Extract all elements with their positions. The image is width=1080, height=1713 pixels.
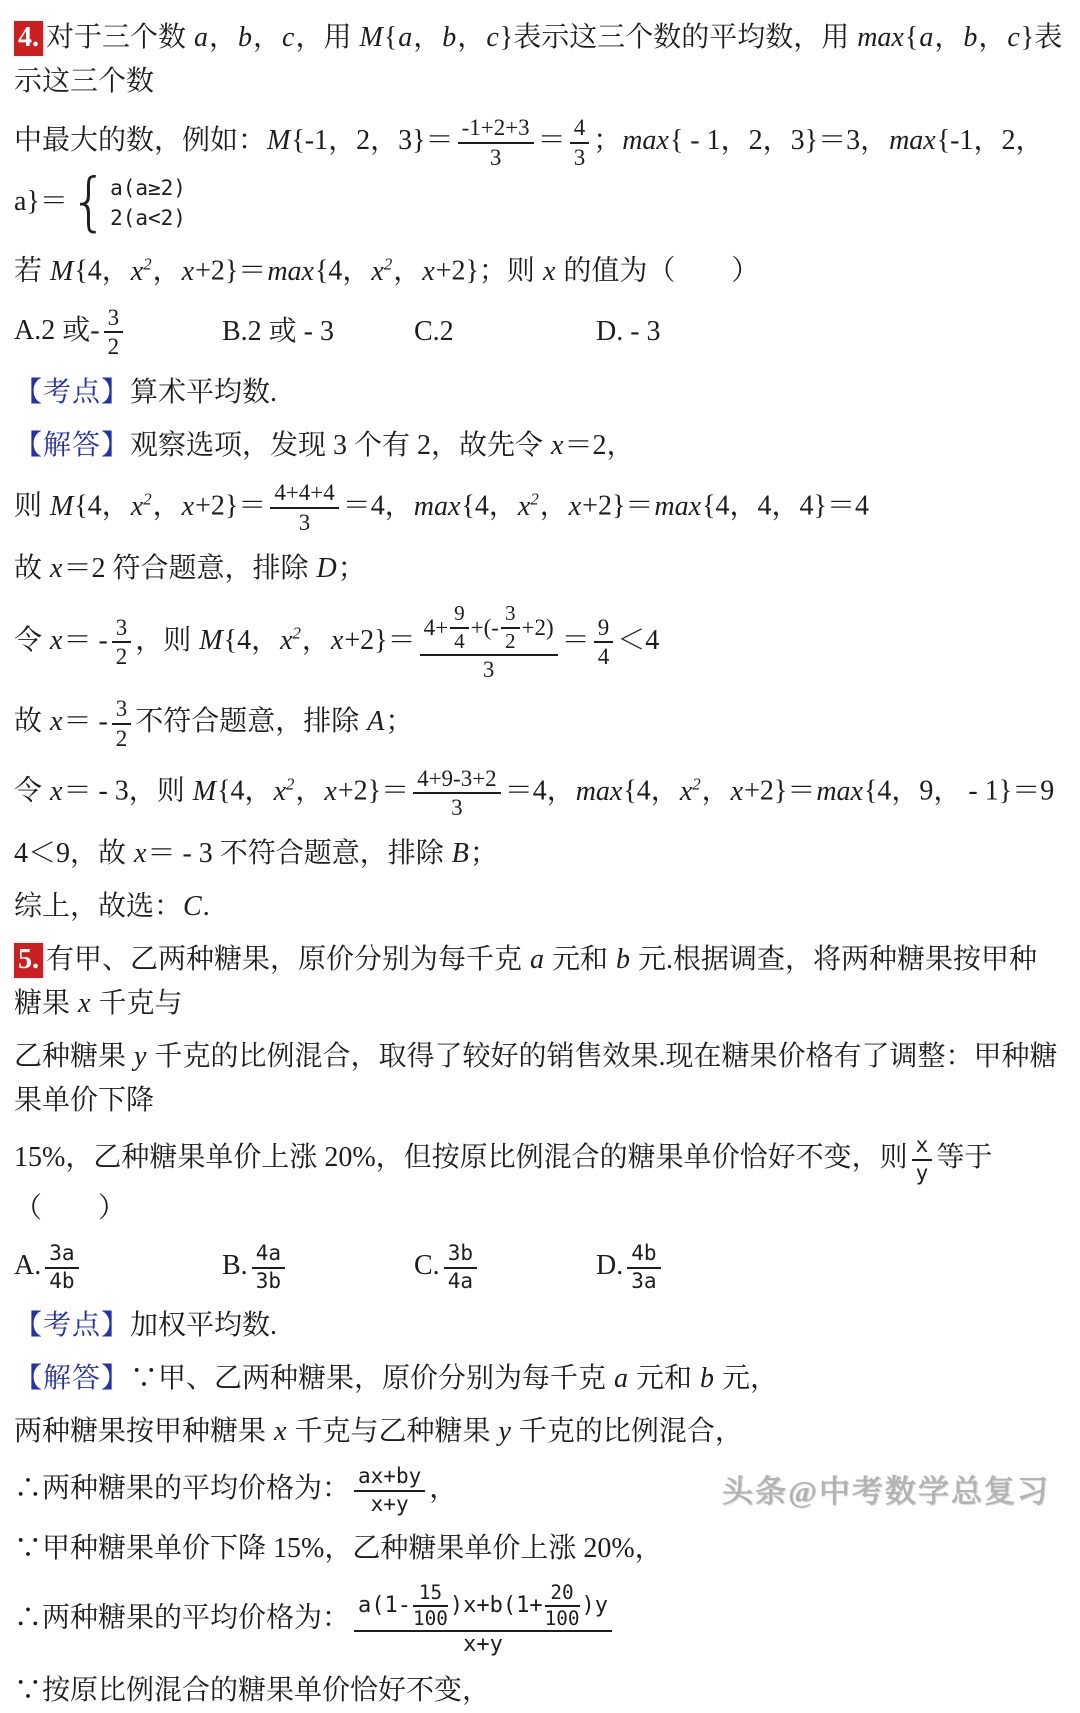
section-label: 【解答】 (14, 430, 131, 462)
fraction-numerator: 9 (450, 602, 469, 629)
fraction (413, 1582, 448, 1629)
math-var: M (50, 255, 74, 287)
text-run: 算术平均数. (130, 377, 278, 409)
fraction-denominator: 3 (573, 144, 586, 170)
math-var: b (963, 22, 978, 53)
fraction (112, 696, 132, 752)
text-run: 则 (14, 490, 50, 522)
math-mono: )y (581, 1592, 608, 1618)
text-run: {4，4，4}＝4 (702, 490, 869, 522)
fraction (450, 602, 469, 653)
fraction-numerator: 3a (45, 1242, 78, 1269)
text-run: 的值为（ ） (556, 255, 760, 287)
math-var: max (816, 775, 863, 807)
text-run: 4+ (423, 614, 449, 640)
math-var: x (50, 706, 63, 738)
text-run: +2}＝ (582, 490, 654, 522)
text-run: . (202, 891, 210, 923)
math-power: $x^2$ (130, 489, 152, 522)
text-run: ， (295, 775, 324, 807)
text-run: ＝ (537, 125, 566, 157)
text-run: D. - 3 (596, 316, 661, 348)
fraction-denominator: 3 (298, 510, 311, 536)
fraction (112, 615, 132, 671)
text-run: {4， (74, 255, 130, 287)
text-run: ∵按原比例混合的糖果单价恰好不变， (14, 1675, 491, 1707)
fraction-numerator: 3 (501, 602, 520, 629)
math-var: x (730, 775, 744, 807)
p5-solution-line-5 (14, 1580, 1064, 1660)
problem-5 (14, 938, 1064, 1713)
text-run: ， (301, 624, 330, 656)
math-power: $x^2$ (130, 254, 152, 287)
fraction-numerator: 3 (112, 696, 132, 725)
fraction (570, 115, 590, 171)
math-var: x (274, 1416, 287, 1448)
text-run: ， (209, 22, 238, 53)
fraction-denominator: 4b (49, 1268, 75, 1293)
fraction-numerator: 4+4+4 (270, 480, 338, 509)
p4-solution-line-6 (14, 762, 1064, 823)
text-run: ， (701, 775, 730, 807)
text-run: {4， (623, 775, 679, 807)
option-a (14, 303, 222, 363)
fraction (627, 1242, 660, 1293)
text-run: 等于（ ） (14, 1142, 993, 1225)
text-run: ，用 (295, 22, 359, 53)
text-run: +2}＝ (337, 775, 410, 807)
text-run: +2}＝ (195, 490, 267, 522)
text-run: 有甲、乙两种糖果，原价分别为每千克 (46, 944, 530, 976)
fraction-numerator: 3 (112, 615, 132, 644)
math-var: b (616, 944, 631, 976)
p4-solution-line-5 (14, 694, 1064, 754)
p5-statement-line-1 (14, 938, 1064, 1026)
text-run: ＝2 符合题意，排除 (63, 552, 316, 584)
fraction-denominator: 4a (447, 1268, 473, 1293)
math-power: $x^2$ (517, 489, 539, 522)
math-var: a (530, 944, 545, 976)
text-run: 中最大的数，例如： (14, 125, 267, 157)
problem-number-badge: 4. (14, 21, 43, 56)
fraction-numerator: 4+9-3+2 (413, 766, 501, 795)
fraction-numerator (354, 1582, 612, 1632)
text-run: {-1，2，a}＝ (14, 125, 1044, 217)
section-label: 【考点】 (14, 1310, 131, 1342)
math-var: M (192, 775, 217, 807)
fraction-denominator: x+y (370, 1491, 409, 1516)
fraction-denominator: 2 (115, 644, 128, 670)
text-run: 元， (715, 1363, 779, 1395)
math-var: a (919, 22, 934, 53)
math-var: max (622, 125, 669, 157)
math-var: max (267, 255, 314, 287)
piecewise-cases (69, 165, 186, 240)
math-var: max (575, 775, 623, 807)
text-run: 3 (482, 657, 495, 683)
text-run: 令 (14, 624, 50, 656)
p5-solution-line-6 (14, 1669, 1064, 1713)
math-var: c (282, 22, 295, 53)
text-run: A. (14, 1250, 42, 1282)
fraction-numerator: 20 (545, 1582, 580, 1607)
text-run: 千克的比例混合， (511, 1416, 743, 1448)
text-run: {4，9， - 1}＝9 (863, 775, 1055, 807)
option-d (596, 310, 1064, 354)
math-var: y (134, 1041, 147, 1073)
math-var: x (324, 775, 337, 807)
text-run: +2}＝ (344, 624, 416, 656)
math-var: x (50, 552, 63, 584)
text-run: +2}＝ (744, 775, 816, 807)
p4-question-line (14, 242, 1064, 293)
fraction (501, 602, 520, 653)
math-var: x (50, 775, 63, 807)
p5-statement-line-2 (14, 1035, 1064, 1123)
p5-solution-line-4 (14, 1527, 1064, 1571)
fraction-denominator: 2 (107, 334, 120, 360)
math-var: x (568, 490, 582, 522)
fraction (444, 1242, 477, 1293)
text-run: C. (414, 1250, 440, 1282)
math-mono: x+y (463, 1632, 503, 1658)
text-run: ； (385, 706, 414, 738)
option-c (414, 310, 596, 354)
fraction-numerator: 15 (413, 1582, 448, 1607)
case-row: a(a≥2) (110, 175, 186, 200)
text-run: ＝ (561, 624, 590, 656)
math-mono: )x+b(1+ (449, 1592, 543, 1618)
text-run: {4， (461, 490, 517, 522)
watermark-footer: 头条@中考数学总复习 (722, 1474, 1050, 1509)
text-run: 千克的比例混合，取得了较好的销售效果.现在糖果价格有了调整：甲种糖果单价下降 (14, 1041, 1058, 1117)
text-run: { - 1，2，3}＝3， (669, 125, 889, 157)
text-run: 对于三个数 (46, 22, 194, 53)
text-run: {4， (223, 624, 280, 656)
text-run: {-1，2，3}＝ (291, 125, 454, 157)
p4-statement-line-2 (14, 113, 1064, 240)
text-run: ＝4， (504, 775, 575, 807)
text-run: ， (413, 22, 442, 53)
fraction (270, 480, 338, 536)
cases-rows (110, 173, 186, 234)
math-power: $x^2$ (280, 623, 301, 656)
math-var: x (551, 430, 564, 462)
section-label: 【考点】 (14, 377, 131, 409)
p4-solution-line-1 (14, 424, 1064, 468)
text-run: ； (469, 838, 498, 870)
text-run: ； (337, 552, 366, 584)
fraction-numerator: 4b (627, 1242, 660, 1269)
fraction-numerator: 4 (570, 115, 590, 144)
text-run: ， (152, 490, 181, 522)
text-run: - (90, 314, 100, 346)
text-run: 故 (14, 706, 50, 738)
text-run: { (904, 22, 919, 53)
fraction (912, 1134, 933, 1185)
fraction (420, 602, 558, 683)
text-run: 加权平均数. (130, 1310, 278, 1342)
text-run: 观察选项，发现 3 个有 2，故先令 (130, 430, 551, 462)
math-var: B (451, 838, 469, 870)
p5-options (14, 1240, 1064, 1295)
fraction-numerator: 3b (444, 1242, 477, 1269)
p4-solution-line-3 (14, 547, 1064, 591)
text-run: 元和 (629, 1363, 700, 1395)
problem-number-badge: 5. (14, 943, 43, 978)
fraction-numerator: 4a (252, 1242, 285, 1269)
math-var: x (181, 255, 195, 287)
fraction-numerator: 9 (594, 615, 614, 644)
text-run: ， (429, 1473, 458, 1505)
fraction-denominator: 4 (597, 644, 610, 670)
math-var: a (614, 1363, 629, 1395)
p5-question-line (14, 1132, 1064, 1231)
text-run: ＝ - (63, 706, 108, 738)
math-power: $x^2$ (273, 774, 295, 807)
text-run: ∴两种糖果的平均价格为： (14, 1602, 351, 1634)
fraction-numerator: x (912, 1134, 933, 1161)
fraction (545, 1582, 580, 1629)
option-c (414, 1240, 596, 1295)
text-run: ＝4， (342, 490, 413, 522)
text-run: ∴两种糖果的平均价格为： (14, 1473, 351, 1505)
fraction (252, 1242, 285, 1293)
text-run: 千克与 (91, 988, 183, 1020)
text-run: { (383, 22, 398, 53)
problem-4 (14, 16, 1064, 929)
math-var: M (50, 490, 74, 522)
math-var: x (134, 838, 147, 870)
text-run: B.2 或 - 3 (222, 316, 335, 348)
math-var: max (889, 125, 936, 157)
fraction (354, 1465, 425, 1516)
text-run: ， (253, 22, 282, 53)
fraction (104, 305, 124, 361)
text-run: 元和 (545, 944, 616, 976)
math-var: max (654, 490, 702, 522)
text-run: }表示这三个数的平均数，用 (499, 22, 857, 53)
math-var: M (199, 624, 223, 656)
option-a (14, 1240, 222, 1295)
fraction-numerator (420, 602, 558, 656)
math-var: c (1007, 22, 1020, 53)
text-run: +2}；则 (435, 255, 542, 287)
text-run: 令 (14, 775, 50, 807)
p4-options (14, 303, 1064, 363)
fraction (594, 615, 614, 671)
fraction-denominator: 2 (115, 725, 128, 751)
option-b (222, 1240, 414, 1295)
text-run: 4＜9，故 (14, 838, 134, 870)
text-run: ， (393, 255, 422, 287)
math-var: x (542, 255, 556, 287)
p4-statement-line-1 (14, 16, 1064, 104)
fraction-numerator: 3 (104, 305, 124, 334)
math-var: c (486, 22, 499, 53)
p5-solution-line-1 (14, 1357, 1064, 1401)
section-label: 【解答】 (14, 1363, 131, 1395)
fraction-denominator: 3a (631, 1268, 657, 1293)
fraction-denominator: 3b (255, 1268, 281, 1293)
text-run: 15%，乙种糖果单价上涨 20%，但按原比例混合的糖果单价恰好不变，则 (14, 1142, 908, 1174)
math-var: a (194, 22, 209, 53)
text-run: +2) (521, 614, 554, 640)
fraction-denominator: 3 (489, 144, 502, 170)
math-var: a (398, 22, 413, 53)
fraction (413, 766, 501, 822)
text-run: {4， (314, 255, 371, 287)
option-b (222, 310, 414, 354)
math-var: A (367, 706, 385, 738)
text-run: ； (593, 125, 622, 157)
fraction (458, 115, 534, 171)
math-var: M (267, 125, 291, 157)
text-run: +2}＝ (195, 255, 267, 287)
text-run: {4， (74, 490, 130, 522)
text-run: 千克与乙种糖果 (287, 1416, 498, 1448)
fraction-denominator: 3 (451, 795, 463, 821)
text-run: 乙种糖果 (14, 1041, 134, 1073)
text-run: ， (152, 255, 181, 287)
fraction-denominator: y (915, 1160, 929, 1185)
case-row: 2(a<2) (110, 205, 186, 230)
fraction-numerator: ax+by (354, 1465, 425, 1492)
text-run: +(- (470, 614, 499, 640)
math-var: x (78, 988, 91, 1020)
text-run: 综上，故选： (14, 891, 183, 923)
text-run: A.2 或 (14, 314, 91, 346)
math-var: D (316, 552, 337, 584)
math-power: $x^2$ (679, 774, 701, 807)
text-run: ＝ - 3，则 (63, 775, 192, 807)
text-run: 元.根据调查，将两种糖果按甲种糖果 (14, 944, 1038, 1020)
math-var: x (422, 255, 435, 287)
math-var: max (857, 22, 904, 53)
fraction-denominator: 4 (454, 628, 465, 653)
math-var: y (498, 1416, 511, 1448)
text-run: 两种糖果按甲种糖果 (14, 1416, 274, 1448)
text-run: ，则 (135, 624, 199, 656)
text-run: ， (934, 22, 963, 53)
math-var: x (181, 490, 195, 522)
math-var: C (183, 891, 202, 923)
text-run: D. (596, 1250, 624, 1282)
text-run: ＝2， (564, 430, 635, 462)
text-run: }表示这三个数 (14, 22, 1063, 97)
fraction-denominator: 100 (544, 1606, 580, 1630)
p4-topic-line (14, 371, 1064, 415)
text-run: ∵甲、乙两种糖果，原价分别为每千克 (130, 1363, 614, 1395)
p5-topic-line (14, 1304, 1064, 1348)
text-run: ， (539, 490, 568, 522)
p4-solution-line-2 (14, 477, 1064, 538)
math-power: $x^2$ (371, 254, 393, 287)
fraction-denominator: 2 (504, 628, 516, 653)
option-d (596, 1240, 1064, 1295)
p4-answer-line (14, 885, 1064, 929)
math-var: x (50, 624, 63, 656)
p4-solution-line-4 (14, 600, 1064, 685)
text-run: ＜4 (617, 624, 660, 656)
math-var: b (442, 22, 457, 53)
brace-icon: { (69, 165, 109, 240)
text-run: ∵甲种糖果单价下降 15%，乙种糖果单价上涨 20%， (14, 1533, 663, 1565)
math-mono: a(1- (358, 1592, 411, 1618)
text-run: {4， (217, 775, 273, 807)
fraction-denominator (354, 1632, 612, 1658)
text-run: 不符合题意，排除 (135, 706, 367, 738)
fraction-denominator (420, 656, 558, 683)
fraction (45, 1242, 78, 1293)
math-var: max (413, 490, 461, 522)
text-run: B. (222, 1250, 248, 1282)
math-var: b (700, 1363, 715, 1395)
text-run: ＝ - (63, 624, 108, 656)
text-run: ， (978, 22, 1007, 53)
fraction-numerator: -1+2+3 (458, 115, 534, 144)
math-var: b (238, 22, 253, 53)
math-var: M (359, 22, 383, 53)
fraction-denominator: 100 (413, 1606, 448, 1630)
p5-solution-line-2 (14, 1410, 1064, 1454)
p4-solution-line-7 (14, 832, 1064, 876)
text-run: 若 (14, 255, 50, 287)
text-run: 故 (14, 552, 50, 584)
math-var: x (330, 624, 344, 656)
text-run: ， (457, 22, 486, 53)
fraction (354, 1582, 612, 1658)
text-run: ＝ - 3 不符合题意，排除 (147, 838, 451, 870)
text-run: C.2 (414, 316, 454, 348)
